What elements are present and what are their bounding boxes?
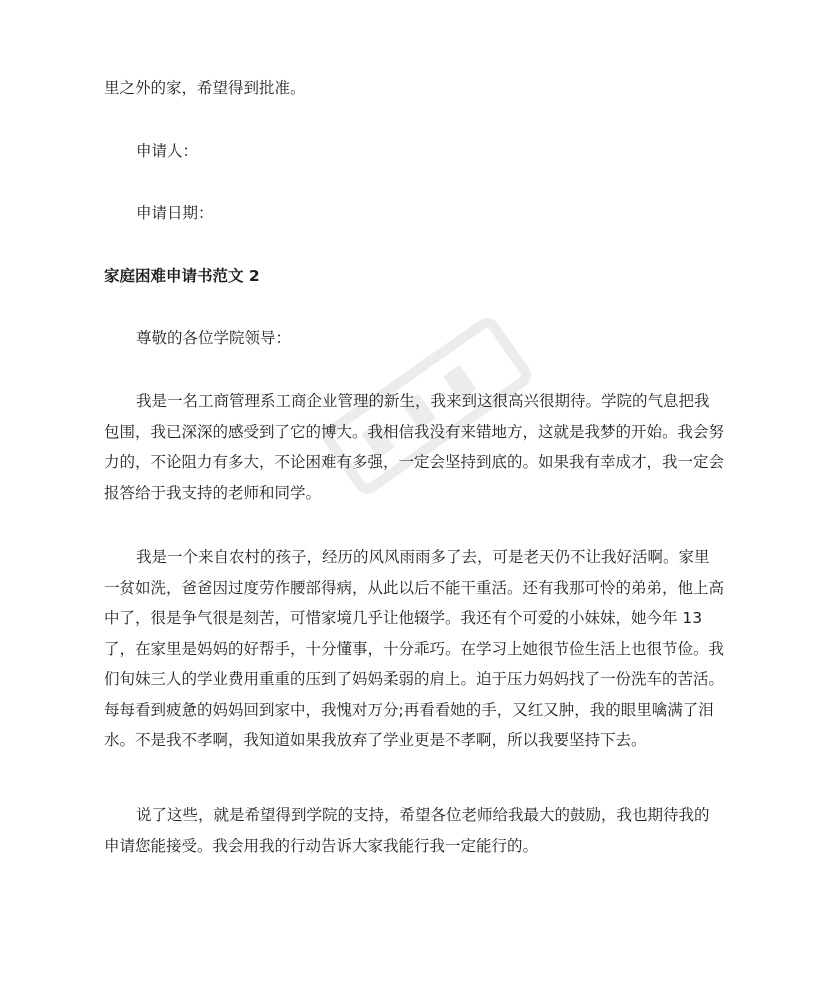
applicant-label: 申请人：	[136, 142, 199, 160]
paragraph-2: 我是一个来自农村的孩子，经历的风风雨雨多了去，可是老天仍不让我好活啊。家里一贫如洗，爸爸因过度劳作腰部得病，从此以后不能干重活。还有我那可怜的弟弟，他上高中了，很是争气很是刻苦，可惜家境几乎让他辍学。我还有个可爱的小妹妹，她今年 13 了，在家里是妈妈的好帮手，十分懂事，十分乖巧。在学习上她很节俭生活上也很节俭。我们旬妹三人的学业费用重重的压到了妈妈柔弱的肩上。迫于压力妈妈找了一份洗车的苦活。每每看到疲惫的妈妈回到家中，我愧对万分;再看看她的手，又红又肿，我的眼里噙满了泪水。不是我不孝啊，我知道如果我放弃了学业更是不孝啊，所以我要坚持下去。	[104, 548, 725, 749]
text-line-continuation: 里之外的家，希望得到批准。	[104, 79, 306, 97]
salutation: 尊敬的各位学院领导：	[136, 329, 292, 347]
section-title: 家庭困难申请书范文 2	[104, 267, 260, 285]
application-date-label: 申请日期：	[136, 204, 214, 222]
paragraph-3: 说了这些，就是希望得到学院的支持，希望各位老师给我最大的鼓励，我也期待我的申请您能接受。我会用我的行动告诉大家我能行我一定能行的。	[104, 806, 710, 855]
paragraph-1: 我是一名工商管理系工商企业管理的新生，我来到这很高兴很期待。学院的气息把我包围，我已深深的感受到了它的博大。我相信我没有来错地方，这就是我梦的开始。我会努力的，不论阻力有多大，不论困难有多强，一定会坚持到底的。如果我有幸成才，我一定会报答给于我支持的老师和同学。	[104, 392, 725, 502]
